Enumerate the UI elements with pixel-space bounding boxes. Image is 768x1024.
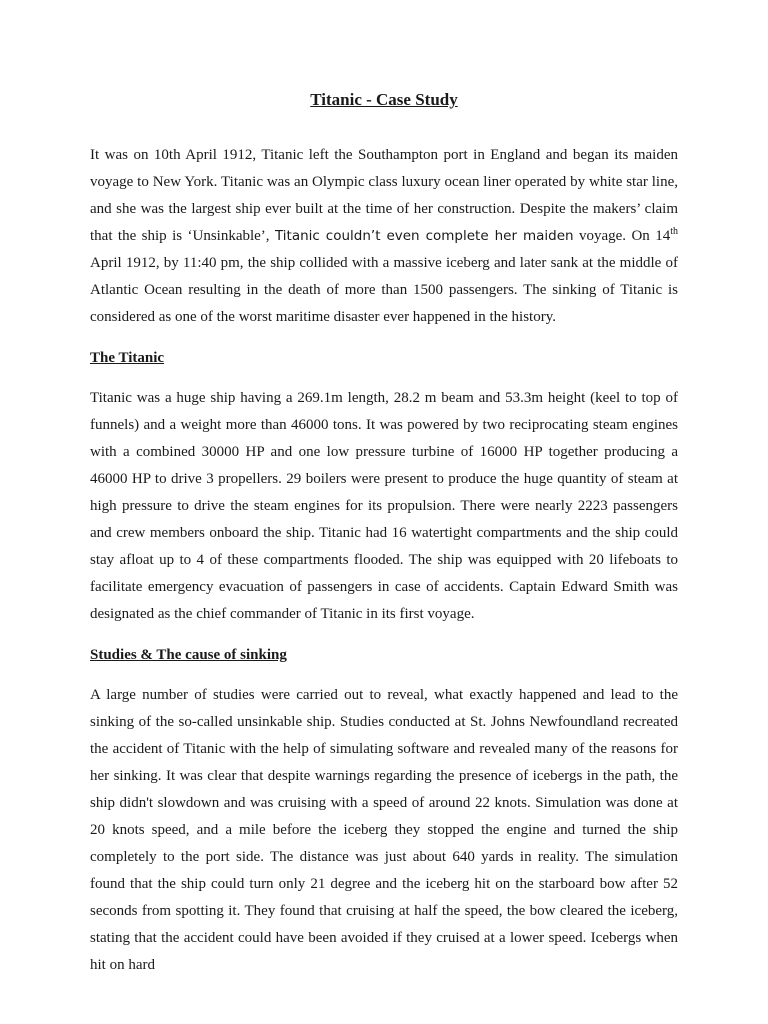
- intro-text-2: voyage. On 14: [573, 228, 671, 244]
- intro-paragraph: [90, 142, 678, 331]
- section-heading-studies: Studies & The cause of sinking: [90, 647, 287, 663]
- section-heading-titanic: The Titanic: [90, 350, 165, 366]
- intro-text-1: It was on 10th April 1912, Titanic left the Southampton port in England and began its maiden voyage to New York. Titanic was an Olympic class luxury ocean liner operated by white star line, and she was the largest ship ever built at the time of her construction. Despite the makers’ claim that the ship is ‘Unsinkable’,: [90, 147, 678, 244]
- page-title: Titanic - Case Study: [310, 90, 458, 109]
- ordinal-superscript: th: [670, 226, 678, 237]
- studies-paragraph: A large number of studies were carried out to reveal, what exactly happened and lead to the sinking of the so-called unsinkable ship. Studies conducted at St. Johns Newfoundland recreated the accident of Titanic with the help of simulating software and revealed many of the reasons for her sinking. It was clear that despite warnings regarding the presence of icebergs in the path, the ship didn't slowdown and was cruising with a speed of around 22 knots. Simulation was done at 20 knots speed, and a mile before the iceberg they stopped the engine and turned the ship completely to the port side. The distance was just about 640 yards in reality. The simulation found that the ship could turn only 21 degree and the iceberg hit on the starboard bow after 52 seconds from spotting it. They found that cruising at half the speed, the bow cleared the iceberg, stating that the accident could have been avoided if they cruised at a lower speed. Icebergs when hit on hard: [90, 687, 678, 973]
- intro-text-sans: Titanic couldn’t even complete her maiden: [274, 228, 574, 244]
- titanic-paragraph: Titanic was a huge ship having a 269.1m length, 28.2 m beam and 53.3m height (keel to top of funnels) and a weight more than 46000 tons. It was powered by two reciprocating steam engines with a combined 30000 HP and one low pressure turbine of 16000 HP together producing a 46000 HP to drive 3 propellers. 29 boilers were present to produce the huge quantity of steam at high pressure to drive the steam engines for its propulsion. There were nearly 2223 passengers and crew members onboard the ship. Titanic had 16 watertight compartments and the ship could stay afloat up to 4 of these compartments flooded. The ship was equipped with 20 lifeboats to facilitate emergency evacuation of passengers in case of accidents. Captain Edward Smith was designated as the chief commander of Titanic in its first voyage.: [90, 390, 678, 622]
- intro-text-3: April 1912, by 11:40 pm, the ship collided with a massive iceberg and later sank at the middle of Atlantic Ocean resulting in the death of more than 1500 passengers. The sinking of Titanic is considered as one of the worst maritime disaster ever happened in the history.: [90, 255, 678, 325]
